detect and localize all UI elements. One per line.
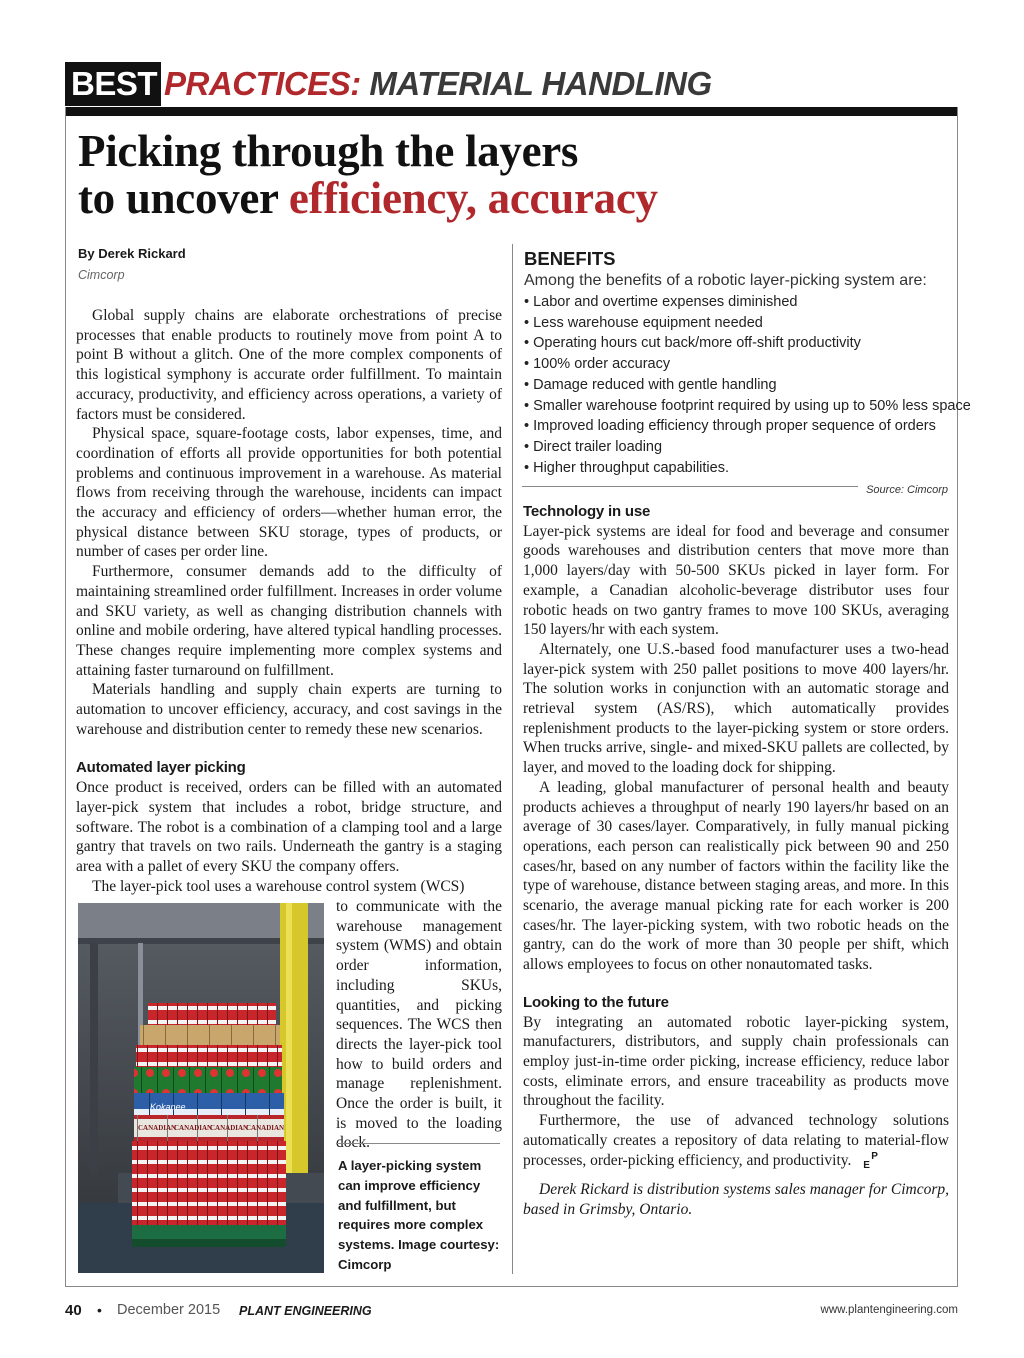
left-column	[76, 306, 502, 896]
label-canadian-2: CANADIAN	[174, 1124, 213, 1132]
technology-paragraph-3: A leading, global manufacturer of personal health and beauty products achieves a throughput of nearly 190 layers/hr based on an average of 30 cases/layer. Comparatively, in fully manual picking operations, each person can realistically pick between 90 and 250 cases/hr, based on any number of factors within the facility like the type of warehouse, distance between staging areas, and more. In this scenario, the average manual picking rate for each worker is 200 cases/hr. The layer-picking system, with two robotic heads on the gantry, can do the work of more than 30 people per shift, which allows employees to focus on other nonautomated tasks.	[523, 778, 949, 974]
header-practices: PRACTICES:	[164, 65, 361, 102]
automated-paragraph-1: Once product is received, orders can be filled with an automated layer-pick system that includes a robot, bridge structure, and software. The robot is a combination of a clamping tool and a large gantry that travels on two rails. Underneath the gantry is a staging area with a pallet of every SKU the company offers.	[76, 779, 502, 875]
pallet-layer-red-stack	[132, 1141, 286, 1225]
benefit-item: • Smaller warehouse footprint required by using up to 50% less space	[524, 397, 971, 414]
article-title	[78, 128, 658, 222]
pallet-photo	[78, 903, 324, 1273]
automated-paragraph-2-start: The layer-pick tool uses a warehouse control system (WCS)	[92, 877, 465, 895]
benefits-intro: Among the benefits of a robotic layer-picking system are:	[524, 272, 927, 289]
byline: By Derek Rickard	[78, 246, 186, 261]
heading-automated-layer-picking: Automated layer picking	[76, 759, 246, 777]
label-canadian-1: CANADIAN	[138, 1124, 177, 1132]
label-canadian-4: CANADIAN	[246, 1124, 285, 1132]
benefit-item: • Labor and overtime expenses diminished	[524, 294, 798, 310]
pallet-base-shadow	[132, 1239, 286, 1247]
column-divider	[512, 244, 513, 1274]
pe-mark-top: P	[871, 1150, 878, 1162]
pe-mark-bottom: E	[863, 1159, 870, 1171]
yellow-gantry-leg	[280, 903, 308, 1173]
intro-paragraph-3: Furthermore, consumer demands add to the difficulty of maintaining streamlined order fulfillment. Increases in order volume and SKU variety, as well as changing distribution channels with online and mobile ordering, have altered typical handling processes. These changes require implementing more complex systems and attaining faster turnaround on fulfillment.	[76, 563, 502, 679]
benefits-source: Source: Cimcorp	[866, 484, 948, 496]
intro-paragraph-2: Physical space, square-footage costs, labor expenses, time, and coordination of efforts all provide opportunities for both potential problems and continuous improvement in a warehouse. As material flows from receiving through the warehouse, incidents can impact the accuracy and efficiency of orders—whether human error, the physical distance between SKU storage, types of products, or number of cases per order line.	[76, 425, 502, 561]
benefit-item: • 100% order accuracy	[524, 356, 671, 373]
intro-paragraph-1: Global supply chains are elaborate orchestrations of precise processes that enable products to routinely move from point A to point B without a glitch. One of the more complex components of this logistical symphony is accurate order fulfillment. To maintain accuracy, productivity, and efficiency across operations, a variety of factors must be considered.	[76, 307, 502, 423]
section-header	[65, 62, 712, 106]
future-paragraph-1: By integrating an automated robotic layer-picking system, manufacturers, distributors, and supply chain professionals can employ just-in-time order picking, increase efficiency, reduce labor costs, eliminate errors, and ensure traceability as products move throughout the facility.	[523, 1013, 949, 1110]
right-column	[523, 502, 949, 1220]
pallet-layer-green	[134, 1067, 282, 1093]
yellow-gantry-highlight	[286, 903, 292, 1173]
issue-date: December 2015	[117, 1302, 221, 1318]
benefit-item: • Operating hours cut back/more off-shift productivity	[524, 335, 861, 352]
footer-separator: •	[97, 1302, 102, 1318]
benefit-item: • Improved loading efficiency through proper sequence of orders	[524, 418, 936, 435]
benefit-item: • Damage reduced with gentle handling	[524, 376, 777, 393]
caption-rule	[336, 1143, 500, 1144]
heading-technology-in-use: Technology in use	[523, 503, 651, 520]
title-line-2-prefix: to uncover	[78, 173, 289, 223]
author-bio: Derek Rickard is distribution systems sales manager for Cimcorp, based in Grimsby, Ontario.	[523, 1181, 949, 1218]
header-section-label	[161, 62, 712, 106]
image-caption: A layer-picking system can improve efficiency and fulfillment, but requires more complex systems. Image courtesy: Cimcorp	[338, 1158, 500, 1272]
pallet-base	[132, 1225, 286, 1239]
benefit-item: • Direct trailer loading	[524, 438, 663, 455]
rail-post-left	[90, 943, 98, 1173]
pallet-layer-red-1	[136, 1045, 282, 1067]
publication-url[interactable]: www.plantengineering.com	[820, 1304, 958, 1316]
pallet-layer-tan	[140, 1025, 280, 1045]
intro-paragraph-4: Materials handling and supply chain experts are turning to automation to uncover efficiency, accuracy, and cost savings in the warehouse and distribution center to remedy these new scenarios.	[76, 681, 502, 738]
heading-looking-to-the-future: Looking to the future	[523, 993, 669, 1011]
pallet-photo-svg	[78, 903, 324, 1273]
benefits-heading: BENEFITS	[524, 248, 616, 269]
pe-end-mark	[855, 1152, 878, 1170]
page-number: 40	[65, 1302, 82, 1319]
title-line-1: Picking through the layers	[78, 126, 579, 176]
header-best: BEST	[65, 62, 161, 106]
title-line-2-highlight: efficiency, accuracy	[288, 173, 658, 223]
label-kokanee: Kokanee	[150, 1102, 186, 1112]
benefits-rule	[522, 486, 858, 487]
benefit-item: • Higher throughput capabilities.	[524, 459, 729, 476]
future-paragraph-2	[523, 1111, 949, 1170]
wrapped-text: to communicate with the warehouse management system (WMS) and obtain order information, including SKUs, quantities, and picking sequences. The WCS then directs the layer-pick tool how to build orders and manage replenishment. Once the order is built, it is moved to the loading dock.	[336, 898, 502, 1152]
benefit-item: • Less warehouse equipment needed	[524, 314, 763, 331]
technology-paragraph-2: Alternately, one U.S.-based food manufacturer uses a two-head layer-pick system with 250 pallet positions to move 400 layers/hr. The solution works in conjunction with an automatic storage and retrieval system (AS/RS), which automatically provides replenishment products to the layer-picking system or store orders. When trucks arrive, single- and mixed-SKU pallets are collected, by layer, and moved to the loading dock for shipping.	[523, 640, 949, 777]
future-paragraph-2-text: Furthermore, the use of advanced technology solutions automatically creates a repository of data relating to material-flow processes, order-picking efficiency, and productivity.	[523, 1112, 949, 1169]
publication-name: PLANT ENGINEERING	[239, 1304, 372, 1318]
header-section-name: MATERIAL HANDLING	[369, 65, 712, 102]
author-company: Cimcorp	[78, 268, 125, 282]
technology-paragraph-1: Layer-pick systems are ideal for food and beverage and consumer goods warehouses and distribution centers that move more than 1,000 layers/day with 50-500 SKUs picked in layer form. For example, a Canadian alcoholic-beverage distributor uses four robotic heads on two gantry frames to move 100 SKUs, averaging 150 layers/hr with each system.	[523, 522, 949, 639]
label-canadian-3: CANADIAN	[210, 1124, 249, 1132]
benefits-list	[524, 292, 971, 478]
pallet-layer-top	[148, 1003, 276, 1025]
